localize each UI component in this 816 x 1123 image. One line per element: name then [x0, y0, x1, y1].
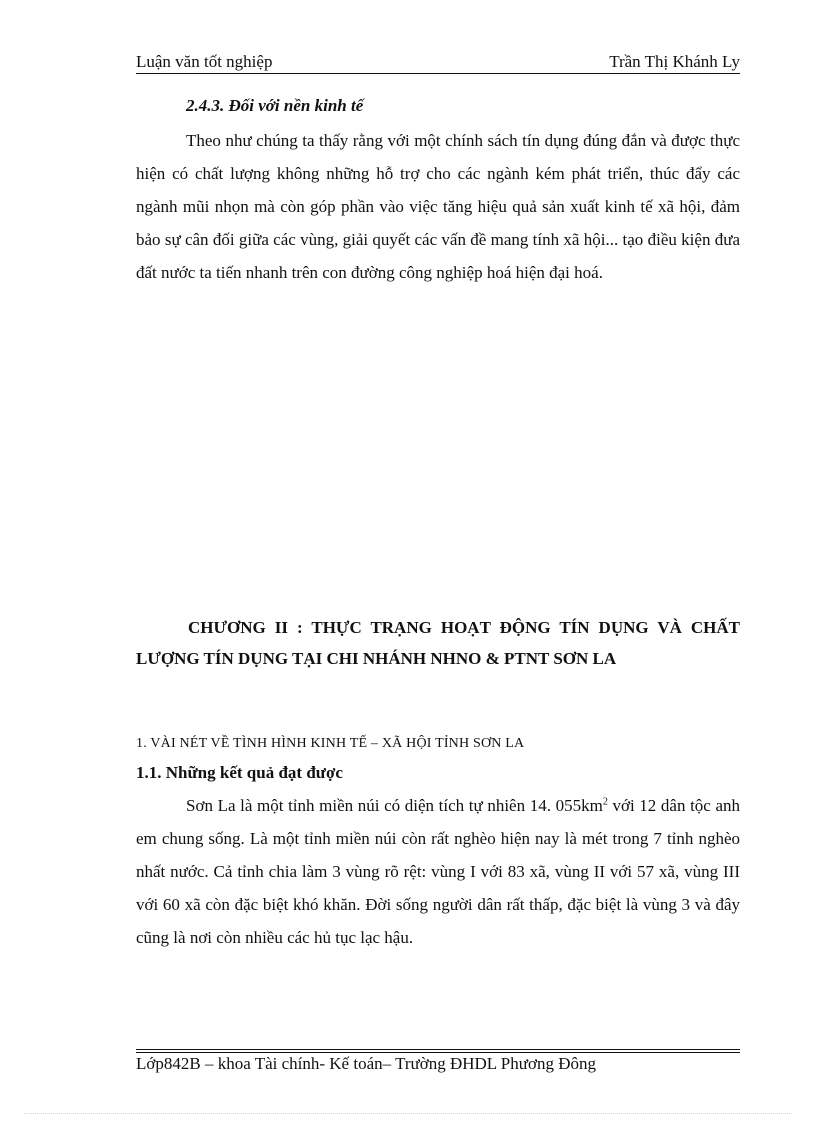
chapter-title: CHƯƠNG II : THỰC TRẠNG HOẠT ĐỘNG TÍN DỤNG VÀ CHẤT LƯỢNG TÍN DỤNG TẠI CHI NHÁNH NHNO & PTNT SƠN LA — [136, 618, 740, 668]
paragraph-text-part1: Sơn La là một tỉnh miền núi có diện tích tự nhiên 14. 055km — [186, 796, 603, 815]
paragraph-text-part2: với 12 dân tộc anh em chung sống. Là một tỉnh miền núi còn rất nghèo hiện nay là mét trong 7 tỉnh nghèo nhất nước. Cả tỉnh chia làm 3 vùng rõ rệt: vùng I với 83 xã, vùng II với 57 xã, vùng III với 60 xã còn đặc biệt khó khăn. Đời sống người dân rất thấp, đặc biệt là vùng 3 và đây cũng là nơi còn nhiều các hủ tục lạc hậu. — [136, 796, 741, 947]
page-header — [136, 48, 740, 72]
header-thesis-label: Luận văn tốt nghiệp — [136, 52, 273, 71]
subsection-heading-1-1: 1.1. Những kết quả đạt được — [136, 763, 343, 782]
footer-divider-bottom — [136, 1052, 740, 1053]
subsection-heading-1: 1. VÀI NÉT VỀ TÌNH HÌNH KINH TẾ – XÃ HỘI TỈNH SƠN LA — [136, 736, 525, 751]
header-author-name: Trần Thị Khánh Ly — [609, 52, 740, 71]
footer-divider-top — [136, 1049, 740, 1050]
superscript-2: 2 — [602, 796, 608, 808]
header-divider — [136, 73, 740, 74]
subsection-paragraph — [136, 789, 740, 954]
page-bottom-dotted-line — [24, 1113, 792, 1114]
section-heading-2-4-3: 2.4.3. Đối với nền kinh tế — [186, 96, 364, 115]
page-footer: Lớp842B – khoa Tài chính- Kế toán– Trường ĐHDL Phương Đông — [136, 1054, 596, 1073]
section-paragraph: Theo như chúng ta thấy rằng với một chính sách tín dụng đúng đắn và được thực hiện có chất lượng không những hỗ trợ cho các ngành kém phát triển, thúc đẩy các ngành mũi nhọn mà còn góp phần vào việc tăng hiệu quả sản xuất kinh tế xã hội, đảm bảo sự cân đối giữa các vùng, giải quyết các vấn đề mang tính xã hội... tạo điều kiện đưa đất nước ta tiến nhanh trên con đường công nghiệp hoá hiện đại hoá. — [136, 131, 740, 282]
